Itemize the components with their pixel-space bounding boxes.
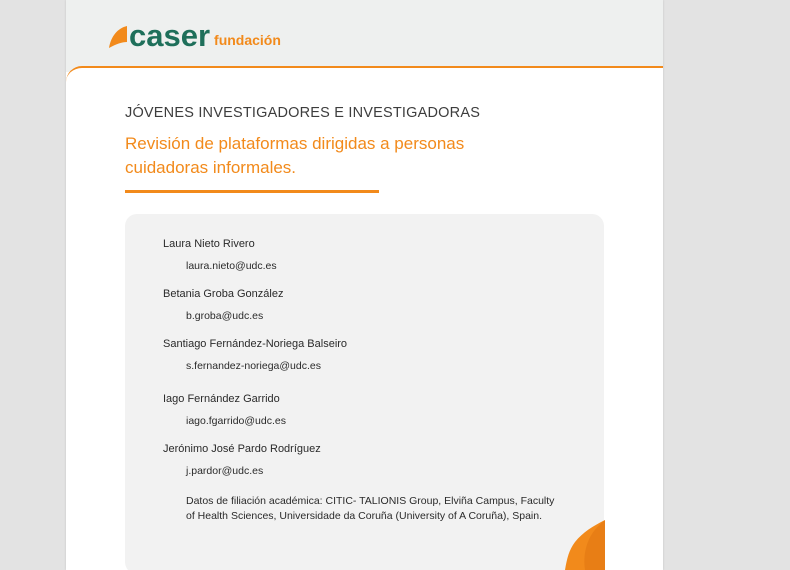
author-name: Santiago Fernández-Noriega Balseiro	[163, 338, 348, 350]
title-underline	[125, 190, 379, 193]
title-line-1: Revisión de plataformas dirigidas a personas	[125, 134, 465, 153]
author-email: laura.nieto@udc.es	[186, 260, 277, 272]
header-divider	[66, 66, 663, 88]
caser-fundacion-logo	[108, 18, 281, 53]
authors-panel	[125, 214, 604, 570]
author-email: iago.fgarrido@udc.es	[186, 415, 286, 427]
logo-fundacion-text: fundación	[214, 32, 281, 48]
document-kicker: JÓVENES INVESTIGADORES E INVESTIGADORAS	[125, 105, 481, 121]
affiliation-line-1: Datos de filiación académica: CITIC- TALIONIS Group, Elviña Campus, Faculty	[186, 495, 555, 507]
author-email: b.groba@udc.es	[186, 310, 264, 322]
affiliation-text	[186, 494, 566, 524]
author-name: Laura Nieto Rivero	[163, 238, 255, 250]
author-email: j.pardor@udc.es	[186, 465, 264, 477]
author-name: Betania Groba González	[163, 288, 284, 300]
author-email: s.fernandez-noriega@udc.es	[186, 360, 321, 372]
logo-caser-text: caser	[129, 18, 211, 53]
title-line-2: cuidadoras informales.	[125, 158, 297, 177]
author-name: Jerónimo José Pardo Rodríguez	[163, 443, 321, 455]
author-name: Iago Fernández Garrido	[163, 393, 280, 405]
affiliation-line-2: of Health Sciences, Universidade da Coruña (University of A Coruña), Spain.	[186, 510, 543, 522]
page-curl-decoration	[565, 518, 605, 570]
document-title	[125, 132, 525, 180]
document-page	[66, 0, 663, 570]
leaf-icon	[108, 22, 128, 50]
